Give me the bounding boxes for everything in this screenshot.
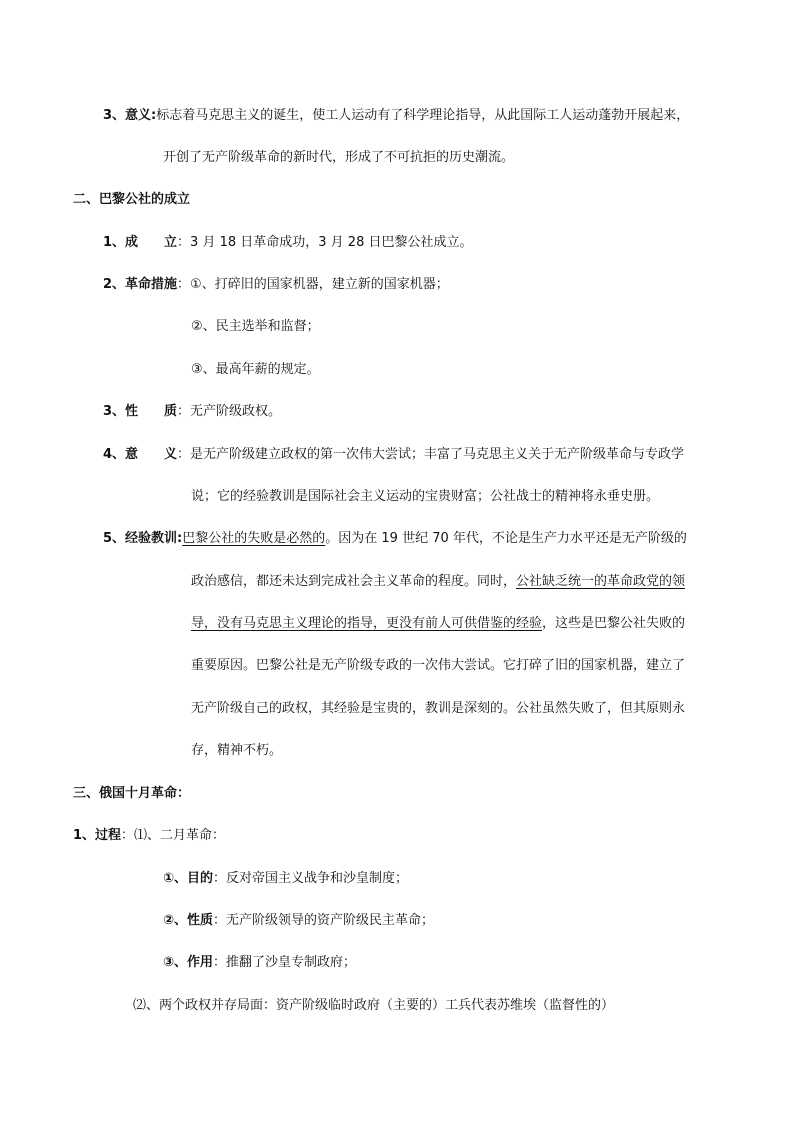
- commune-item-5-line-5: 无产阶级自己的政权，其经验是宝贵的，教训是深刻的。公社虽然失败了，但其原则永: [191, 701, 686, 716]
- commune-item-4-continuation: 说；它的经验教训是国际社会主义运动的宝贵财富；公社战士的精神将永垂史册。: [191, 489, 660, 504]
- paragraph-text: 政治感信，都还未达到完成社会主义革命的程度。同时，: [191, 574, 517, 589]
- item-label: 1、成 立: [103, 235, 178, 250]
- item-text: 。因为在 19 世纪 70 年代，不论是生产力水平还是无产阶级的: [325, 531, 687, 546]
- item-text: ：无产阶级领导的资产阶级民主革命；: [213, 913, 435, 928]
- item-colon: :: [151, 108, 157, 123]
- underlined-phrase: 导，没有马克思主义理论的指导，更没有前人可供借鉴的经验: [191, 616, 543, 631]
- february-goal: [163, 870, 408, 888]
- commune-item-5-line-2: [191, 573, 685, 591]
- item-label: 2、革命措施: [103, 277, 178, 292]
- item-label: ②、性质: [163, 913, 214, 928]
- item-label: 3、性 质: [103, 404, 178, 419]
- commune-item-4: [103, 446, 684, 464]
- item-text: ：⑴、二月革命：: [121, 828, 226, 843]
- commune-item-1: [103, 234, 472, 252]
- item-label: ①、目的: [163, 871, 214, 886]
- item-label: 4、意 义: [103, 447, 178, 462]
- revolution-process: [73, 827, 225, 845]
- item-label: ③、作用: [163, 955, 214, 970]
- commune-item-5-line-3: [191, 615, 685, 633]
- item-colon: :: [177, 531, 183, 546]
- item-text: ：反对帝国主义战争和沙皇制度；: [213, 871, 409, 886]
- item-text: ：推翻了沙皇专制政府；: [213, 955, 357, 970]
- february-effect: [163, 954, 356, 972]
- item-text: 标志着马克思主义的诞生，使工人运动有了科学理论指导，从此国际工人运动蓬勃开展起来，: [156, 108, 690, 123]
- meaning-item-3: [103, 107, 689, 125]
- item-label: 3、意义: [103, 108, 152, 123]
- section-heading-paris-commune: 二、巴黎公社的成立: [73, 192, 191, 207]
- commune-item-2: [103, 276, 449, 294]
- underlined-phrase: 公社缺乏统一的革命政党的领: [516, 574, 686, 589]
- meaning-item-3-continuation: 开创了无产阶级革命的新时代，形成了不可抗拒的历史潮流。: [163, 150, 515, 165]
- february-nature: [163, 912, 434, 930]
- item-text: ：是无产阶级建立政权的第一次伟大尝试；丰富了马克思主义关于无产阶级革命与专政学: [177, 447, 685, 462]
- commune-item-2-sub-3: ③、最高年薪的规定。: [191, 362, 320, 377]
- commune-item-5-line-6: 存，精神不朽。: [191, 743, 283, 758]
- section-heading-october-revolution: 三、俄国十月革命：: [73, 786, 191, 801]
- commune-item-5-line-4: 重要原因。巴黎公社是无产阶级专政的一次伟大尝试。它打碎了旧的国家机器，建立了: [191, 658, 686, 673]
- underlined-phrase: 巴黎公社的失败是必然的: [182, 531, 326, 546]
- item-text: ：①、打碎旧的国家机器，建立新的国家机器；: [177, 277, 449, 292]
- item-text: ：无产阶级政权。: [177, 404, 282, 419]
- commune-item-2-sub-2: ②、民主选举和监督；: [191, 319, 320, 334]
- commune-item-5: [103, 530, 687, 548]
- paragraph-text: ，这些是巴黎公社失败的: [542, 616, 686, 631]
- commune-item-3: [103, 403, 281, 421]
- item-label: 5、经验教训: [103, 531, 178, 546]
- item-label: 1、过程: [73, 828, 122, 843]
- item-text: ：3 月 18 日革命成功，3 月 28 日巴黎公社成立。: [177, 235, 473, 250]
- dual-power-line: ⑵、两个政权并存局面：资产阶级临时政府（主要的）工兵代表苏维埃（监督性的）: [133, 998, 615, 1013]
